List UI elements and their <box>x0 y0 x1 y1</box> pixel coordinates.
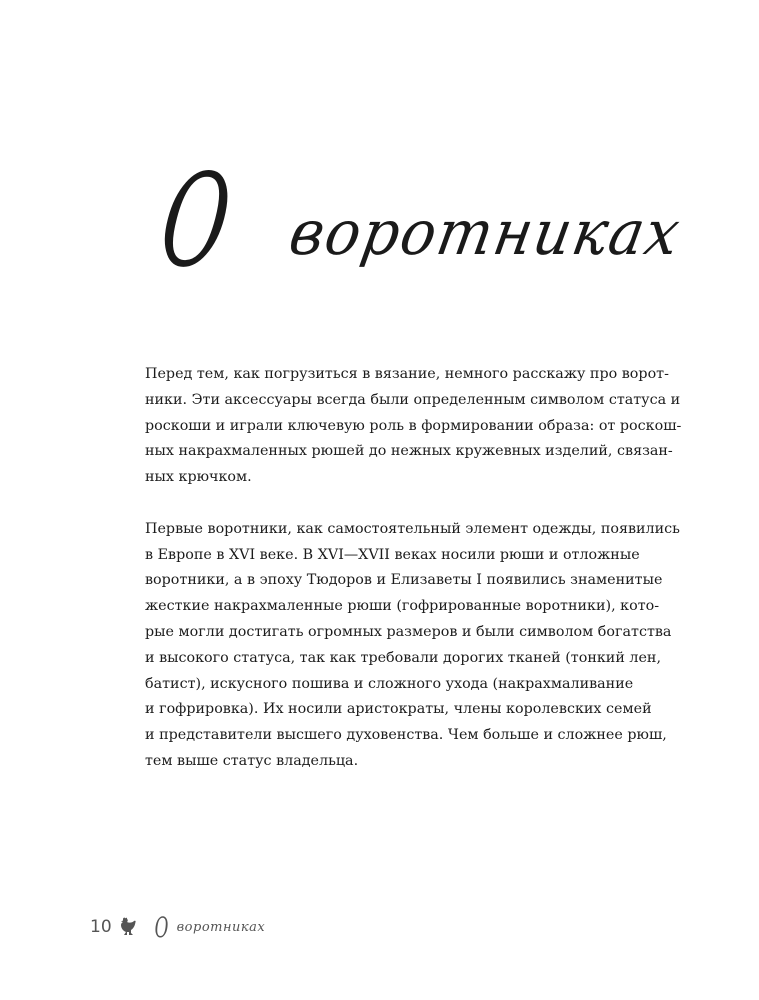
chapter-title-word: воротниках <box>284 196 687 269</box>
footer-section-initial: О <box>154 910 169 944</box>
paragraph-gap <box>145 491 645 517</box>
paragraph-2 <box>145 517 680 775</box>
chapter-title <box>152 147 687 310</box>
text-line: и представители высшего духовенства. Чем больше и сложнее рюш, <box>145 727 667 744</box>
text-line: тем выше статус владельца. <box>145 752 359 769</box>
text-line: ники. Эти аксессуары всегда были определенным символом статуса и <box>145 391 681 408</box>
text-line: жесткие накрахмаленные рюши (гофрированные воротники), кото- <box>145 598 660 615</box>
text-line: воротники, а в эпоху Тюдоров и Елизаветы I появились знаменитые <box>145 572 663 589</box>
page-footer <box>90 912 265 942</box>
hen-icon <box>118 916 138 938</box>
footer-section-title: воротниках <box>176 919 266 935</box>
text-line: роскоши и играли ключевую роль в формировании образа: от роскош- <box>145 417 682 434</box>
body-text <box>145 362 682 775</box>
text-line: батист), искусного пошива и сложного ухода (накрахмаливание <box>145 675 634 692</box>
text-line: Перед тем, как погрузиться в вязание, немного расскажу про ворот- <box>145 366 669 382</box>
text-line: и высокого статуса, так как требовали дорогих тканей (тонкий лен, <box>145 649 662 666</box>
paragraph-1 <box>145 362 682 491</box>
text-line: ных накрахмаленных рюшей до нежных кружевных изделий, связан- <box>145 443 673 460</box>
text-line: рые могли достигать огромных размеров и были символом богатства <box>145 623 672 640</box>
text-line: Первые воротники, как самостоятельный элемент одежды, появились <box>145 520 680 537</box>
text-line: в Европе в XVI веке. В XVI—XVII веках носили рюши и отложные <box>145 546 640 563</box>
page-number: 10 <box>90 917 112 937</box>
text-line: ных крючком. <box>145 469 252 486</box>
text-line: и гофрировка). Их носили аристократы, члены королевских семей <box>145 701 652 718</box>
chapter-title-initial: О <box>152 147 239 296</box>
